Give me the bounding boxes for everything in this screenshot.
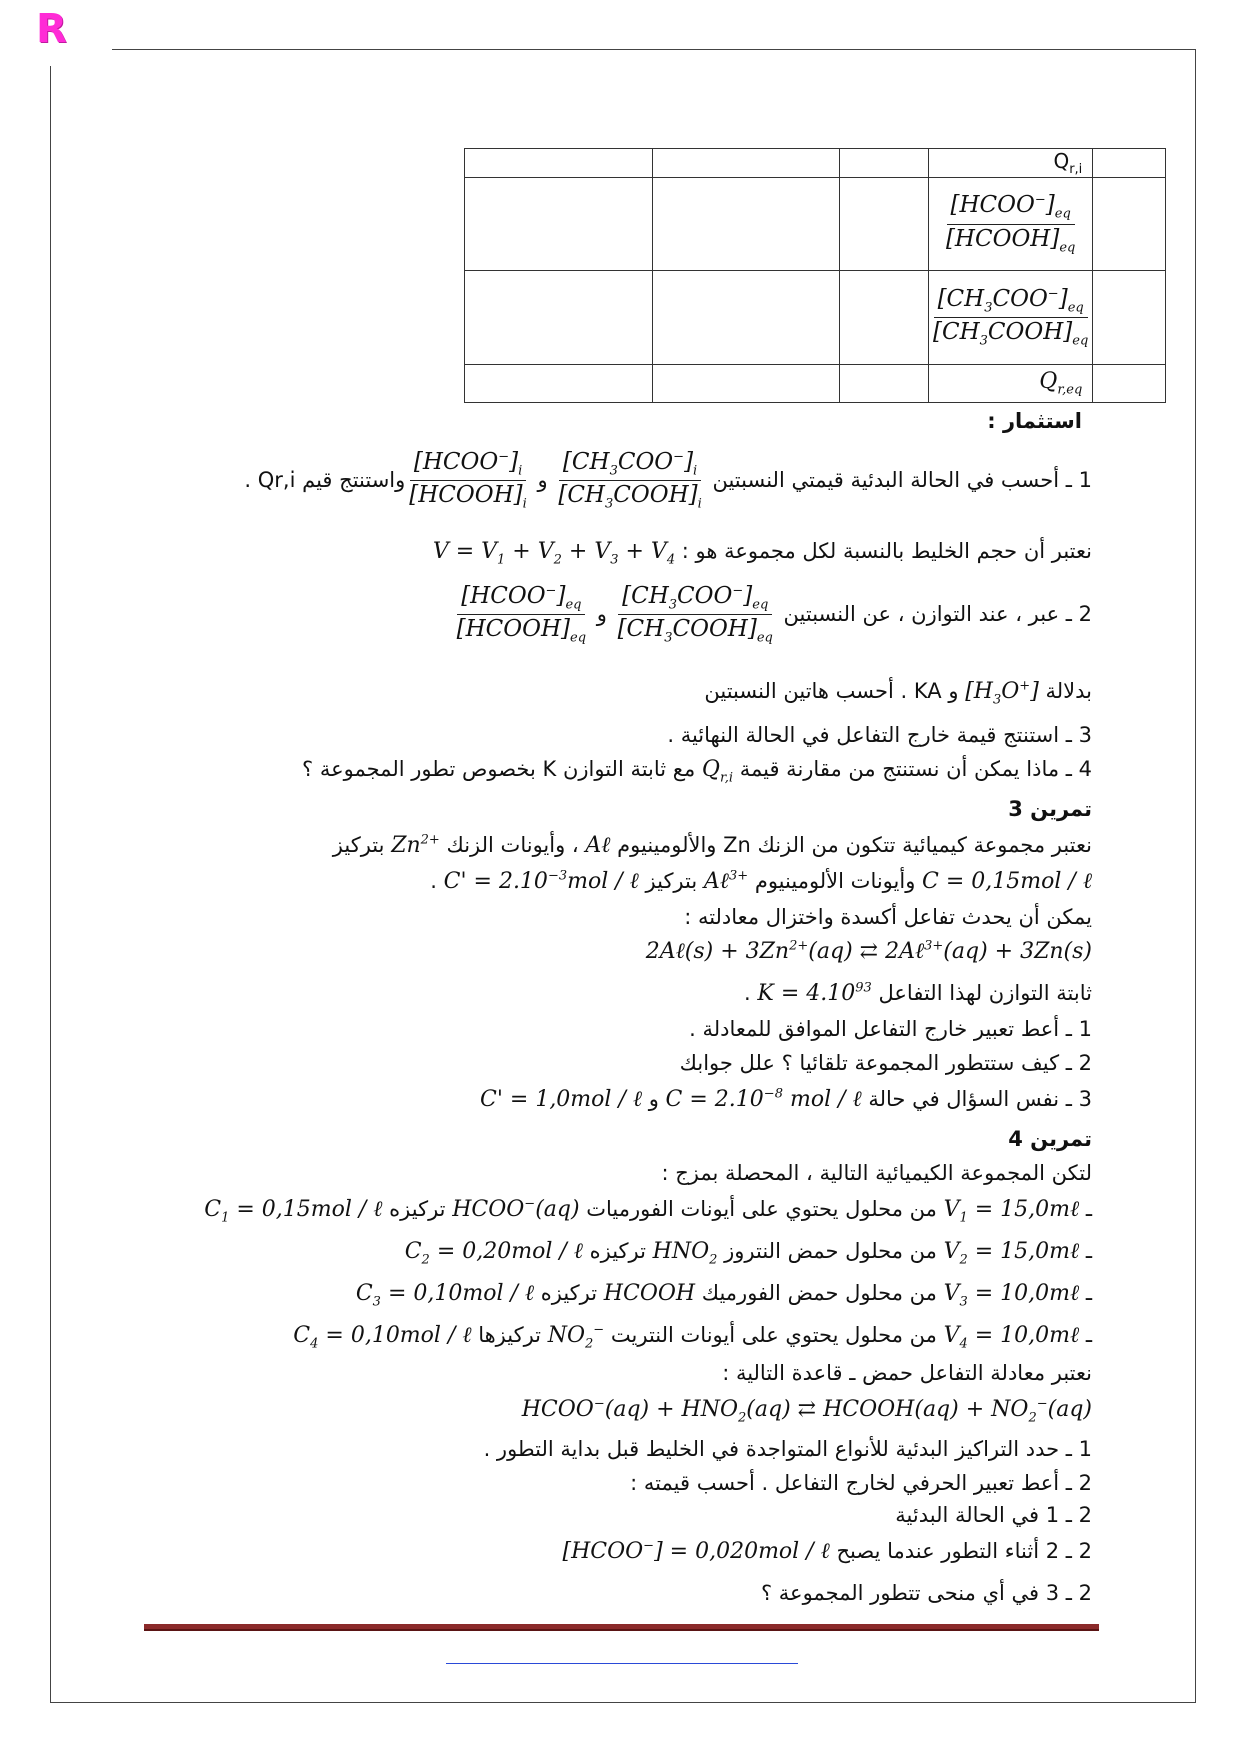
qri-symbol: $Q_{r,i}$ — [701, 757, 734, 786]
concentration-3: $C_3 = 0,10mol$ / ℓ — [355, 1281, 535, 1310]
exploit-volume: نعتبر أن حجم الخليط بالنسبة لكل مجموعة هو : $V = V_1 + V_2 + V_3 + V_4$ — [432, 539, 1092, 568]
nitrous-acid: $HNO_2$ — [652, 1239, 718, 1268]
qri-label-cell — [929, 149, 1093, 178]
volume-4: $V_4$ = 10,0mℓ — [943, 1323, 1080, 1352]
nitrite-ion: $NO_2^-$ — [547, 1322, 605, 1352]
hcoo-eq-ratio-text: $\frac{[HCOO^-]_{eq}}{[HCOOH]_{eq}}$ — [456, 583, 587, 647]
table-row — [465, 178, 1166, 271]
acid-base-equation: HCOO−(aq) + $HNO_2(aq)$ ⇄ HCOOH(aq) + $NO_2^-(aq)$ — [521, 1396, 1092, 1426]
ex4-item3: ـ $V_3$ = 10,0mℓ من محلول حمض الفورميك HCOOH تركيزه $C_3 = 0,10mol$ / ℓ — [355, 1281, 1092, 1310]
aluminium-symbol: Aℓ — [585, 833, 611, 858]
footer-link-line — [446, 1663, 798, 1664]
volume-2: $V_2$ = 15,0mℓ — [943, 1239, 1080, 1268]
volume-3: $V_3$ = 10,0mℓ — [943, 1281, 1080, 1310]
ex4-title: تمرين 4 — [1008, 1127, 1092, 1151]
ex3-q2: 2 ـ كيف ستتطور المجموعة تلقائيا ؟ علل جوابك — [679, 1051, 1092, 1075]
exploit-section — [132, 408, 1092, 435]
ch3coo-eq-ratio: $\frac{[CH_3COO^-]_{eq}}{[CH_3COOH]_{eq}}$ — [933, 285, 1089, 349]
ex3-equation-line — [132, 938, 1092, 967]
qri-label: $Q_{r,i}$ — [1053, 149, 1083, 177]
ex4-q23: 2 ـ 3 في أي منحى تتطور المجموعة ؟ — [760, 1581, 1092, 1605]
left-border — [50, 66, 51, 1703]
formate-concentration: [HCOO−] = 0,020mol / ℓ — [562, 1538, 830, 1564]
logo: R — [36, 6, 67, 52]
table-row — [465, 365, 1166, 403]
h3o-concentration: $[H_3O^+]$ — [965, 678, 1039, 708]
ex4-q22: 2 ـ 2 أثناء التطور عندما يصبح [HCOO−] = 0,020mol / ℓ — [132, 1538, 1092, 1567]
results-table — [464, 148, 1166, 403]
top-border — [112, 49, 1196, 50]
bottom-border — [50, 1702, 1196, 1703]
hcoo-initial-ratio: $\frac{[HCOO^-]_i}{[HCOOH]_i}$ — [409, 449, 527, 513]
ex4-q21: 2 ـ 1 في الحالة البدئية — [895, 1503, 1092, 1527]
ex4-q1: 1 ـ حدد التراكيز البدئية للأنواع المتواجدة في الخليط قبل بداية التطور . — [483, 1437, 1092, 1461]
ex3-title: تمرين 3 — [1008, 797, 1092, 821]
exploit-q3: 3 ـ استنتج قيمة خارج التفاعل في الحالة النهائية . — [667, 723, 1092, 747]
exploit-q2: 2 ـ عبر ، عند التوازن ، عن النسبتين $\frac{[CH_3COO^-]_{eq}}{[CH_3COOH]_{eq}}$ و $\frac{[HCOO^-]_{eq}}{[HCOOH]_{eq}}$ — [132, 582, 1092, 648]
table-row — [465, 271, 1166, 365]
ex4-reaction-text: نعتبر معادلة التفاعل حمض ـ قاعدة التالية : — [722, 1361, 1092, 1385]
concentration-c-prime: $C' = 2.10^{-3}mol$ / ℓ — [443, 868, 639, 894]
hcoo-ratio-cell — [929, 178, 1093, 271]
ch3coo-ratio-cell — [929, 271, 1093, 365]
ex3-line2: C = 0,15mol / ℓ وأيونات الألومينيوم Aℓ$^{3+}$ بتركيز $C' = 2.10^{-3}mol$ / ℓ . — [132, 868, 1092, 897]
ex4-item1: ـ $V_1$ = 15,0mℓ من محلول يحتوي على أيونات الفورميات HCOO−(aq) تركيزه $C_1 = 0,15mol$ / ℓ — [204, 1196, 1092, 1226]
exploit-q4: 4 ـ ماذا يمكن أن نستنتج من مقارنة قيمة $Q_{r,i}$ مع ثابتة التوازن K بخصوص تطور المجموعة ؟ — [302, 757, 1092, 786]
concentration-4: $C_4 = 0,10mol$ / ℓ — [293, 1323, 472, 1352]
ex3-q3: 3 ـ نفس السؤال في حالة $C = 2.10^{-8}$ mol / ℓ و C' = 1,0mol / ℓ — [132, 1086, 1092, 1115]
exploit-q2-cont: بدلالة $[H_3O^+]$ و KA . أحسب هاتين النسبتين — [704, 678, 1092, 708]
formate-ion: HCOO−(aq) — [452, 1196, 580, 1222]
ex4-intro: لتكن المجموعة الكيميائية التالية ، المحصلة بمزج : — [661, 1161, 1092, 1185]
zinc-ion-symbol: $Zn^{2+}$ — [391, 832, 440, 858]
ex3-q1: 1 ـ أعط تعبير خارج التفاعل الموافق للمعادلة . — [689, 1017, 1092, 1041]
concentration-c-case2: $C = 2.10^{-8}$ mol / ℓ — [665, 1086, 862, 1112]
ex3-line1: نعتبر مجموعة كيميائية تتكون من الزنك Zn والألومينيوم Aℓ ، وأيونات الزنك $Zn^{2+}$ بتركيز — [132, 832, 1092, 861]
concentration-c: C = 0,15mol / ℓ — [922, 869, 1092, 894]
ex4-equation-line — [132, 1396, 1092, 1427]
volume-1: $V_1$ = 15,0mℓ — [943, 1197, 1080, 1226]
concentration-2: $C_2 = 0,20mol$ / ℓ — [404, 1239, 583, 1268]
exploit-title: استثمار : — [987, 409, 1082, 433]
redox-equation: 2Aℓ(s) + $3Zn^{2+}(aq)$ ⇄ 2Aℓ$^{3+}$(aq) + 3Zn(s) — [645, 938, 1092, 964]
formic-acid: HCOOH — [603, 1281, 696, 1306]
concentration-c-prime-case2: C' = 1,0mol / ℓ — [480, 1087, 643, 1112]
volume-equation: $V = V_1 + V_2 + V_3 + V_4$ — [432, 539, 676, 568]
ex3-line5: ثابتة التوازن لهذا التفاعل $K = 4.10^{93}$ . — [132, 980, 1092, 1009]
hcoo-eq-ratio: $\frac{[HCOO^-]_{eq}}{[HCOOH]_{eq}}$ — [945, 192, 1076, 256]
ex4-q2: 2 ـ أعط تعبير الحرفي لخارج التفاعل . أحسب قيمته : — [630, 1471, 1092, 1495]
right-border — [1195, 49, 1196, 1703]
exploit-q1: 1 ـ أحسب في الحالة البدئية قيمتي النسبتين $\frac{[CH_3COO^-]_i}{[CH_3COOH]_i}$ و $\frac{[HCOO^-]_i}{[HCOOH]_i}$ واستنتج قيم Qr,i . — [244, 449, 1092, 513]
ex4-item2: ـ $V_2$ = 15,0mℓ من محلول حمض النتروز $HNO_2$ تركيزه $C_2 = 0,20mol$ / ℓ — [404, 1239, 1092, 1268]
ch3coo-eq-ratio-text: $\frac{[CH_3COO^-]_{eq}}{[CH_3COOH]_{eq}}$ — [617, 583, 773, 647]
footer-bar — [144, 1624, 1099, 1631]
concentration-1: $C_1 = 0,15mol$ / ℓ — [204, 1197, 383, 1226]
ex3-line3: يمكن أن يحدث تفاعل أكسدة واختزال معادلته : — [684, 905, 1092, 929]
table-row — [465, 149, 1166, 178]
qreq-label-cell — [929, 365, 1093, 403]
equilibrium-constant: $K = 4.10^{93}$ — [757, 980, 872, 1006]
aluminium-ion-symbol: Aℓ$^{3+}$ — [703, 868, 749, 894]
ex4-item4: ـ $V_4$ = 10,0mℓ من محلول يحتوي على أيونات النتريت $NO_2^-$ تركيزها $C_4 = 0,10mol$ / ℓ — [293, 1322, 1092, 1352]
ch3coo-initial-ratio: $\frac{[CH_3COO^-]_i}{[CH_3COOH]_i}$ — [558, 449, 702, 513]
qreq-label: $Q_{r,eq}$ — [1039, 369, 1083, 398]
